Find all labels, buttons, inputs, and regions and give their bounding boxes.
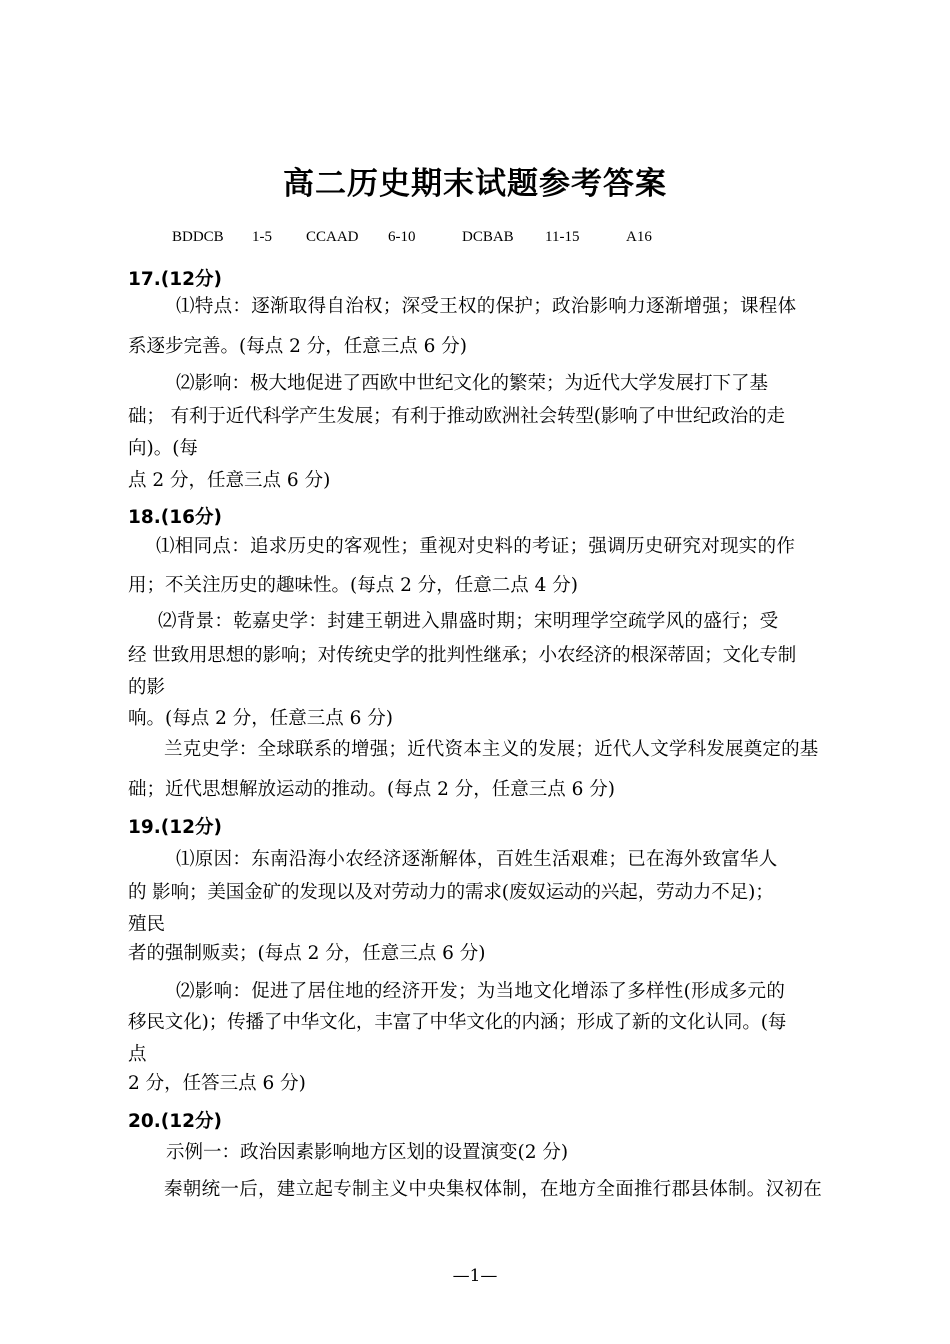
q18-line: 兰克史学：全球联系的增强；近代资本主义的发展；近代人文学科发展奠定的基 (164, 739, 819, 760)
q17-line: ⑵影响：极大地促进了西欧中世纪文化的繁荣；为近代大学发展打下了基 (176, 373, 769, 394)
q18-line: ⑴相同点：追求历史的客观性；重视对史料的考证；强调历史研究对现实的作 (156, 536, 796, 557)
q19-line: 移民文化)；传播了中华文化，丰富了中华文化的内涵；形成了新的文化认同。(每 (128, 1012, 787, 1033)
q18-heading: 18.(16分) (128, 507, 222, 528)
q19-line: 点 (128, 1044, 147, 1065)
q17-heading: 17.(12分) (128, 269, 222, 290)
q17-line: ⑴特点：逐渐取得自治权；深受王权的保护；政治影响力逐渐增强；课程体 (176, 296, 797, 317)
q18-line: 础；近代思想解放运动的推动。(每点 2 分，任意三点 6 分) (128, 779, 616, 800)
answer-group-1: BDDCB (172, 229, 224, 245)
q18-line: 经 世致用思想的影响；对传统史学的批判性继承；小农经济的根深蒂固；文化专制 (128, 645, 797, 666)
page-title: 高二历史期末试题参考答案 (283, 166, 667, 202)
page-number: —1— (452, 1266, 498, 1286)
q18-line: 响。(每点 2 分，任意三点 6 分) (128, 708, 393, 729)
q20-heading: 20.(12分) (128, 1111, 222, 1132)
q17-line: 础； 有利于近代科学产生发展；有利于推动欧洲社会转型(影响了中世纪政治的走 (128, 406, 785, 427)
answer-group-2: CCAAD (306, 229, 359, 245)
q17-line: 点 2 分，任意三点 6 分) (128, 470, 331, 491)
q19-line: 2 分，任答三点 6 分) (128, 1073, 306, 1094)
q17-line: 系逐步完善。(每点 2 分，任意三点 6 分) (128, 336, 467, 357)
answer-range-3: 11-15 (545, 229, 580, 245)
answer-group-3: DCBAB (462, 229, 514, 245)
q19-heading: 19.(12分) (128, 817, 222, 838)
q18-line: 用；不关注历史的趣味性。(每点 2 分，任意二点 4 分) (128, 575, 578, 596)
q18-line: ⑵背景：乾嘉史学：封建王朝进入鼎盛时期；宋明理学空疏学风的盛行；受 (158, 611, 779, 632)
q20-line: 示例一：政治因素影响地方区划的设置演变(2 分) (166, 1142, 569, 1163)
q18-line: 的影 (128, 677, 166, 698)
q19-line: 殖民 (128, 914, 166, 935)
q19-line: 的 影响；美国金矿的发现以及对劳动力的需求(废奴运动的兴起，劳动力不足)； (128, 882, 774, 903)
q19-line: 者的强制贩卖；(每点 2 分，任意三点 6 分) (128, 943, 486, 964)
q19-line: ⑴原因：东南沿海小农经济逐渐解体，百姓生活艰难；已在海外致富华人 (176, 849, 778, 870)
answer-range-1: 1-5 (252, 229, 272, 245)
q20-line: 秦朝统一后，建立起专制主义中央集权体制，在地方全面推行郡县体制。汉初在 (164, 1179, 823, 1200)
q19-line: ⑵影响：促进了居住地的经济开发；为当地文化增添了多样性(形成多元的 (176, 981, 786, 1002)
q17-line: 向)。(每 (128, 438, 198, 459)
answer-range-2: 6-10 (388, 229, 416, 245)
answer-16: A16 (626, 229, 652, 245)
